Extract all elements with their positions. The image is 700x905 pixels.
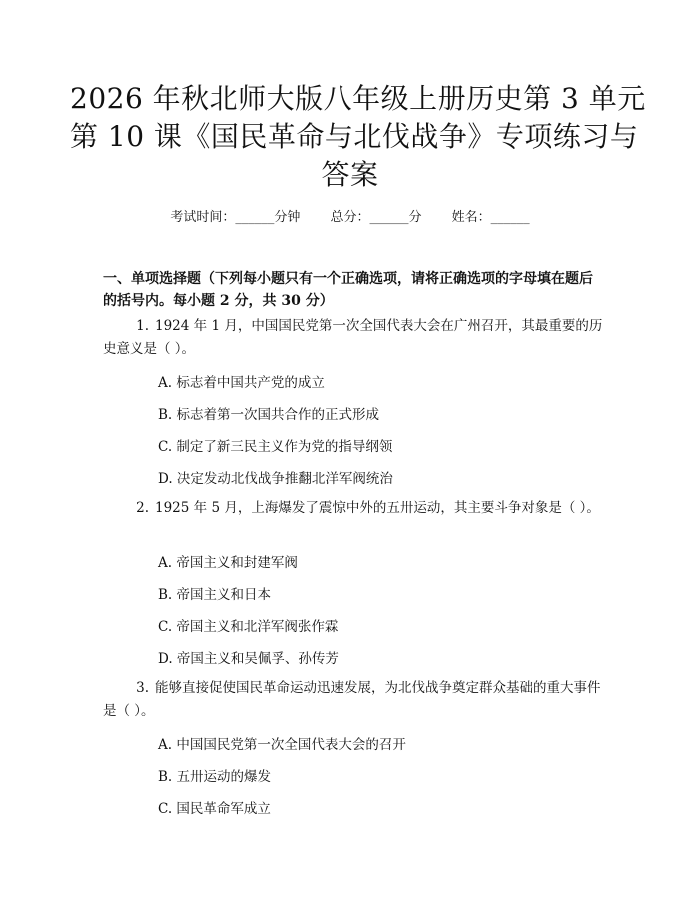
title-line-3: 答案 bbox=[321, 158, 379, 191]
question-3-option-a: A. 中国国民党第一次全国代表大会的召开 bbox=[158, 737, 406, 753]
question-1-option-a: A. 标志着中国共产党的成立 bbox=[158, 375, 325, 391]
section-title: 一、单项选择题（下列每小题只有一个正确选项，请将正确选项的字母填在题后的括号内。每小题 2 分，共 30 分） bbox=[103, 271, 593, 309]
question-1 bbox=[103, 315, 603, 361]
question-2-option-d: D. 帝国主义和吴佩孚、孙传芳 bbox=[158, 651, 339, 667]
question-stem: 1924 年 1 月，中国国民党第一次全国代表大会在广州召开，其最重要的历史意义是（ ）。 bbox=[103, 318, 603, 357]
title-line-2: 第 10 课《国民革命与北伐战争》专项练习与 bbox=[70, 120, 639, 153]
exam-time: 考试时间：______分钟 bbox=[170, 210, 301, 225]
question-number: 1. bbox=[136, 318, 149, 334]
question-stem: 能够直接促使国民革命运动迅速发展，为北伐战争奠定群众基础的重大事件是（ ）。 bbox=[103, 680, 601, 719]
question-3 bbox=[103, 677, 603, 723]
question-1-option-b: B. 标志着第一次国共合作的正式形成 bbox=[158, 407, 380, 423]
document-title bbox=[70, 80, 646, 194]
student-name: 姓名：______ bbox=[451, 210, 530, 225]
exam-meta bbox=[0, 206, 700, 225]
question-2-option-a: A. 帝国主义和封建军阀 bbox=[158, 555, 298, 571]
question-stem: 1925 年 5 月，上海爆发了震惊中外的五卅运动，其主要斗争对象是（ ）。 bbox=[155, 500, 600, 516]
total-score: 总分：______分 bbox=[330, 210, 422, 225]
question-number: 2. bbox=[136, 500, 149, 516]
question-2-option-b: B. 帝国主义和日本 bbox=[158, 587, 272, 603]
question-3-option-c: C. 国民革命军成立 bbox=[158, 801, 271, 817]
question-1-option-c: C. 制定了新三民主义作为党的指导纲领 bbox=[158, 439, 393, 455]
question-2-option-c: C. 帝国主义和北洋军阀张作霖 bbox=[158, 619, 339, 635]
question-number: 3. bbox=[136, 680, 149, 696]
question-3-option-b: B. 五卅运动的爆发 bbox=[158, 769, 272, 785]
title-line-1: 2026 年秋北师大版八年级上册历史第 3 单元 bbox=[70, 82, 646, 115]
question-1-option-d: D. 决定发动北伐战争推翻北洋军阀统治 bbox=[158, 471, 393, 487]
question-2 bbox=[103, 497, 603, 520]
